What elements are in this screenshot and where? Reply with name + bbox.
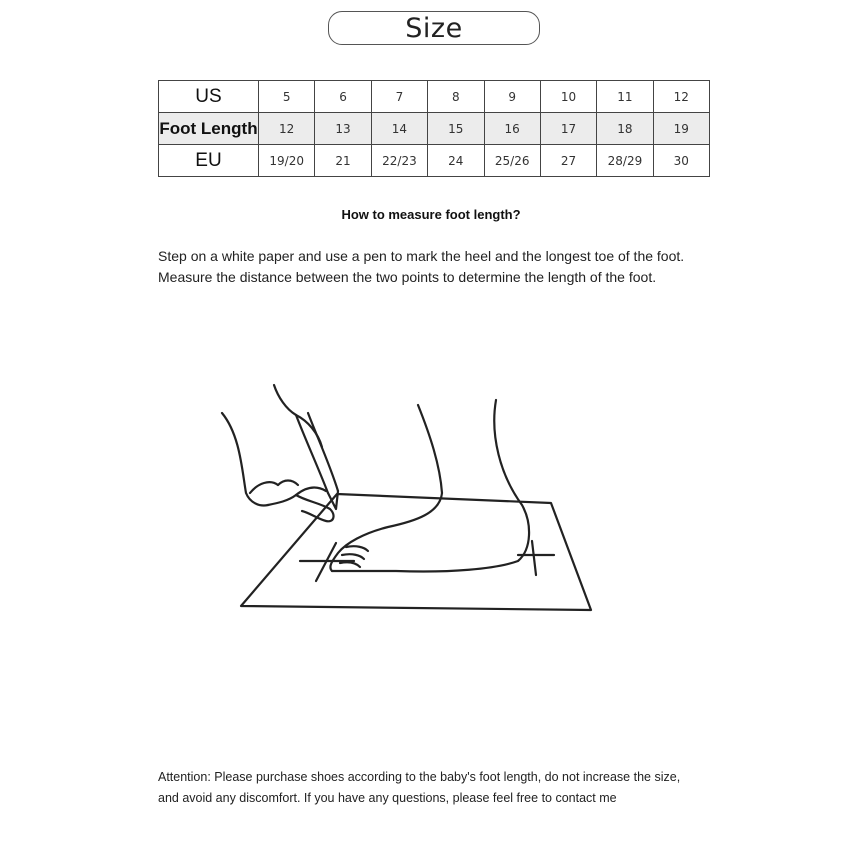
table-cell: 27 (540, 145, 596, 177)
instruction-line: Step on a white paper and use a pen to mark the heel and the longest toe of the foot. (158, 248, 685, 264)
attention-line: Attention: Please purchase shoes according to the baby's foot length, do not increase the size, (158, 770, 681, 784)
row-label-foot-length: Foot Length (159, 113, 259, 145)
table-cell: 8 (428, 81, 484, 113)
table-cell: 11 (597, 81, 653, 113)
table-cell: 25/26 (484, 145, 540, 177)
foot-icon (330, 400, 529, 572)
table-cell: 24 (428, 145, 484, 177)
table-row-eu (159, 145, 710, 177)
table-row-foot-length (159, 113, 710, 145)
table-row-us (159, 81, 710, 113)
toe-mark-icon (300, 543, 354, 581)
row-label-us: US (159, 81, 259, 113)
table-cell: 6 (315, 81, 371, 113)
table-cell: 5 (259, 81, 315, 113)
table-cell: 21 (315, 145, 371, 177)
table-cell: 12 (653, 81, 709, 113)
hand-icon (222, 385, 333, 521)
heel-mark-icon (518, 541, 554, 575)
table-cell: 19/20 (259, 145, 315, 177)
page-title: Size (328, 11, 540, 45)
row-label-eu: EU (159, 145, 259, 177)
table-cell: 16 (484, 113, 540, 145)
table-cell: 22/23 (371, 145, 427, 177)
attention-line: and avoid any discomfort. If you have any questions, please feel free to contact me (158, 791, 617, 805)
measure-heading: How to measure foot length? (341, 207, 521, 222)
table-cell: 14 (371, 113, 427, 145)
table-cell: 28/29 (597, 145, 653, 177)
table-cell: 30 (653, 145, 709, 177)
table-cell: 10 (540, 81, 596, 113)
table-cell: 18 (597, 113, 653, 145)
table-cell: 17 (540, 113, 596, 145)
table-cell: 7 (371, 81, 427, 113)
size-chart-table (158, 80, 710, 177)
foot-measuring-illustration (150, 375, 620, 625)
table-cell: 19 (653, 113, 709, 145)
table-cell: 12 (259, 113, 315, 145)
pen-icon (296, 413, 338, 509)
instruction-line: Measure the distance between the two points to determine the length of the foot. (158, 269, 657, 285)
paper-sheet (241, 494, 591, 610)
attention-note (158, 767, 738, 809)
table-cell: 9 (484, 81, 540, 113)
measure-instructions (158, 246, 738, 288)
table-cell: 15 (428, 113, 484, 145)
table-cell: 13 (315, 113, 371, 145)
